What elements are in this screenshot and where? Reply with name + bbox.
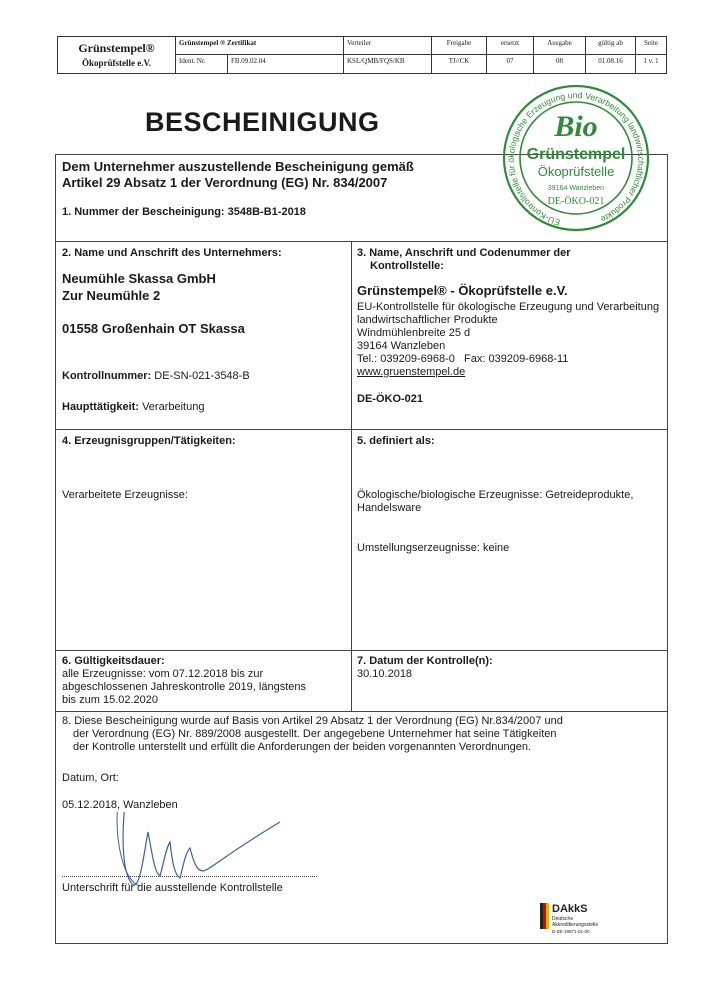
- divider: [55, 650, 667, 651]
- company-name: Neumühle Skassa GmbH: [62, 271, 216, 286]
- section-4-heading: 4. Erzeugnisgruppen/Tätigkeiten:: [62, 435, 236, 447]
- date-place-value: 05.12.2018, Wanzleben: [62, 799, 178, 811]
- header-col-value: 07: [487, 55, 534, 73]
- control-body-phone: Tel.: 039209-6968-0: [357, 353, 455, 365]
- header-col-value: 01.08.16: [586, 55, 636, 73]
- intro-line-2: Artikel 29 Absatz 1 der Verordnung (EG) Nr. 834/2007: [62, 175, 388, 190]
- header-col-value: KSL/QMB/FQS/KB: [344, 55, 432, 73]
- divider: [351, 241, 352, 711]
- header-org-sub: Ökoprüfstelle e.V.: [81, 58, 152, 68]
- defined-as-line-2: Handelsware: [357, 502, 422, 514]
- control-body-desc-1: EU-Kontrollstelle für ökologische Erzeugung und Verarbeitung: [357, 301, 660, 313]
- intro-line-1: Dem Unternehmer auszustellende Bescheinigung gemäß: [62, 159, 414, 174]
- header-ident-value: FB.09.02.04: [228, 55, 344, 73]
- stamp-ring-text: EU-Kontrollstelle für ökologische Erzeugung und Verarbeitung landwirtschaftlicher Produkte: [506, 89, 647, 228]
- signature-scribble: [110, 812, 310, 892]
- defined-as-line-1: Ökologische/biologische Erzeugnisse: Getreideprodukte,: [357, 489, 634, 501]
- header-col-label: Ausgabe: [534, 37, 586, 55]
- section-3-heading-1: 3. Name, Anschrift und Codenummer der: [357, 247, 571, 259]
- dakks-line-1: Deutsche: [552, 916, 574, 922]
- main-activity: [62, 400, 204, 414]
- stamp-bio: Bio: [554, 110, 598, 143]
- section-7-heading: 7. Datum der Kontrolle(n):: [357, 655, 493, 667]
- document-control-header: [57, 36, 667, 74]
- company-city: 01558 Großenhain OT Skassa: [62, 321, 245, 336]
- control-body-contact: [357, 352, 568, 366]
- divider: [55, 711, 667, 712]
- control-number: [62, 369, 250, 383]
- control-body-city: 39164 Wanzleben: [357, 340, 446, 352]
- header-col-value: 1 v. 1: [643, 57, 659, 65]
- control-number-value: DE-SN-021-3548-B: [154, 370, 250, 382]
- certificate-number: 1. Nummer der Bescheinigung: 3548B-B1-2018: [62, 206, 306, 218]
- divider: [55, 241, 667, 242]
- bio-stamp-logo: [488, 84, 664, 232]
- statement-line-3: der Kontrolle unterstellt und erfüllt die Anforderungen der beiden vorgenannten Verordnungen.: [73, 741, 532, 753]
- control-body-desc-2: landwirtschaftlicher Produkte: [357, 314, 498, 326]
- header-col-label: Freigabe: [432, 37, 487, 55]
- control-body-street: Windmühlenbreite 25 d: [357, 327, 471, 339]
- main-activity-label: Haupttätigkeit:: [62, 401, 139, 413]
- control-body-fax: Fax: 039209-6968-11: [464, 353, 569, 365]
- stamp-name: Grünstempel: [526, 146, 626, 163]
- control-number-label: Kontrollnummer:: [62, 370, 152, 382]
- statement-line-2: der Verordnung (EG) Nr. 889/2008 ausgestellt. Der angegebene Unternehmer hat seine Tätigkeiten: [73, 728, 557, 740]
- header-col-label: Seite: [636, 37, 666, 55]
- header-col-label: Verteiler: [344, 37, 432, 55]
- stamp-code: DE-ÖKO-021: [547, 196, 605, 207]
- header-org-name: Grünstempel®: [78, 41, 155, 55]
- header-col-value: 08: [534, 55, 586, 73]
- control-body-code: DE-ÖKO-021: [357, 393, 424, 405]
- dakks-line-3: D-ZE-19571-01-00: [552, 929, 590, 934]
- product-group: Verarbeitete Erzeugnisse:: [62, 489, 188, 501]
- validity-line-3: bis zum 15.02.2020: [62, 694, 159, 706]
- company-street: Zur Neumühle 2: [62, 288, 161, 303]
- control-body-website[interactable]: www.gruenstempel.de: [357, 366, 466, 378]
- section-5-heading: 5. definiert als:: [357, 435, 435, 447]
- inspection-date: 30.10.2018: [357, 668, 413, 680]
- header-organization: [58, 37, 176, 73]
- document-title: BESCHEINIGUNG: [145, 107, 380, 137]
- header-ident-label: Ident. Nr.: [176, 55, 228, 73]
- signature-label: Unterschrift für die ausstellende Kontrollstelle: [62, 882, 283, 894]
- statement-line-1: 8. Diese Bescheinigung wurde auf Basis von Artikel 29 Absatz 1 der Verordnung (EG) Nr.834/2007 und: [62, 715, 563, 727]
- main-activity-value: Verarbeitung: [142, 401, 205, 413]
- header-col-value: TJ//CK: [432, 55, 487, 73]
- control-body-name: Grünstempel® - Ökoprüfstelle e.V.: [357, 283, 568, 298]
- section-3-heading-2: Kontrollstelle:: [370, 260, 444, 272]
- header-doc-label: Grünstempel ® Zertifikat: [176, 37, 344, 55]
- date-place-label: Datum, Ort:: [62, 772, 119, 784]
- stamp-city: 39164 Wanzleben: [547, 185, 605, 192]
- conversion-products: Umstellungserzeugnisse: keine: [357, 542, 510, 554]
- section-2-heading: 2. Name und Anschrift des Unternehmers:: [62, 247, 282, 259]
- header-col-label: ersetzt: [487, 37, 534, 55]
- divider: [55, 429, 667, 430]
- dakks-line-2: Akkreditierungsstelle: [552, 922, 599, 928]
- validity-line-1: alle Erzeugnisse: vom 07.12.2018 bis zur: [62, 668, 264, 680]
- stamp-sub: Ökoprüfstelle: [537, 164, 615, 179]
- header-col-label: gültig ab: [586, 37, 636, 55]
- dakks-wordmark: DAkkS: [552, 903, 588, 915]
- dakks-logo: [538, 895, 648, 939]
- validity-line-2: abgeschlossenen Jahreskontrolle 2019, längstens: [62, 681, 306, 693]
- section-6-heading: 6. Gültigkeitsdauer:: [62, 655, 165, 667]
